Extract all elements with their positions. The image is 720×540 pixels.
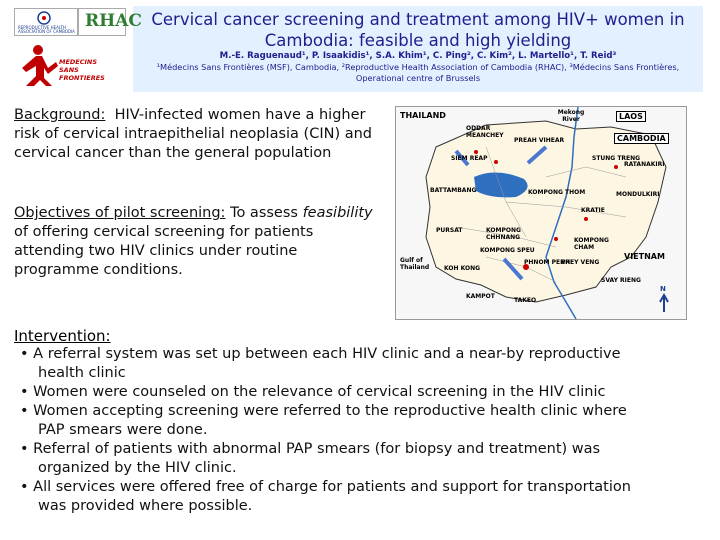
intervention-bullet-4b: organized by the HIV clinic. <box>38 460 237 476</box>
rh-emblem-icon <box>37 11 51 25</box>
objectives-text: of offering cervical screening for patients attending two HIV clinics under routine programme conditions. <box>14 224 314 278</box>
msf-wordmark: MEDECINS SANS FRONTIERES <box>59 58 105 82</box>
background-section <box>14 106 384 163</box>
intervention-bullet-4a: • Referral of patients with abnormal PAP smears (for biopsy and treatment) was <box>20 441 601 457</box>
intervention-bullet-2: • Women were counseled on the relevance of cervical screening in the HIV clinic <box>20 384 606 400</box>
msf-figure-icon <box>14 42 58 86</box>
objectives-emphasis: feasibility <box>302 205 373 221</box>
objectives-heading: Objectives of pilot screening: <box>14 205 226 221</box>
rh-association-logo: REPRODUCTIVE HEALTH ASSOCIATION OF CAMBODIA <box>14 8 78 36</box>
affiliations-line: ¹Médecins Sans Frontières (MSF), Cambodia, ²Reproductive Health Association of Cambodia (RHAC), ³Médecins Sans Frontières, Operational centre of Brussels <box>156 62 680 83</box>
msf-logo <box>14 42 126 88</box>
rhac-logo: RHAC <box>78 8 126 36</box>
intervention-bullet-1b: health clinic <box>38 365 126 381</box>
poster-title: Cervical cancer screening and treatment among HIV+ women in Cambodia: feasible and high yielding <box>151 10 685 50</box>
objectives-lead: To assess <box>230 205 298 221</box>
background-heading: Background: <box>14 107 106 123</box>
intervention-bullet-3b: PAP smears were done. <box>38 422 208 438</box>
objectives-section <box>14 204 384 280</box>
intervention-heading: Intervention: <box>14 327 111 345</box>
intervention-bullet-3a: • Women accepting screening were referred to the reproductive health clinic where <box>20 403 627 419</box>
north-arrow-icon <box>660 295 668 312</box>
authors-line: M.-E. Raguenaud¹, P. Isaakidis¹, S.A. Khim¹, C. Ping², C. Kim², L. Martello¹, T. Reid³ <box>219 51 617 61</box>
cambodia-map: THAILAND LAOS Mekong River CAMBODIA VIETNAM Gulf of Thailand ODDAR MEANCHEY PREAH VIHEAR SIEM REAP STUNG TRENG RATANAKIRI BATTAMBANG KOMPONG THOM MONDULKIRI PURSAT KRATIE KOMPONG CHHNANG KOMPONG CHAM KOH KONG KOMPONG SPEU PHNOM PENH PREY VENG KAMPOT TAKEO SVAY RIENG N <box>395 106 687 320</box>
intervention-bullet-5a: • All services were offered free of charge for patients and support for transportation <box>20 479 631 495</box>
background-text: HIV-infected women have a higher risk of cervical intraepithelial neoplasia (CIN) and cervical cancer than the general population <box>14 107 373 161</box>
intervention-bullet-1a: • A referral system was set up between each HIV clinic and a near-by reproductive <box>20 346 621 362</box>
intervention-bullet-5b: was provided where possible. <box>38 498 253 514</box>
